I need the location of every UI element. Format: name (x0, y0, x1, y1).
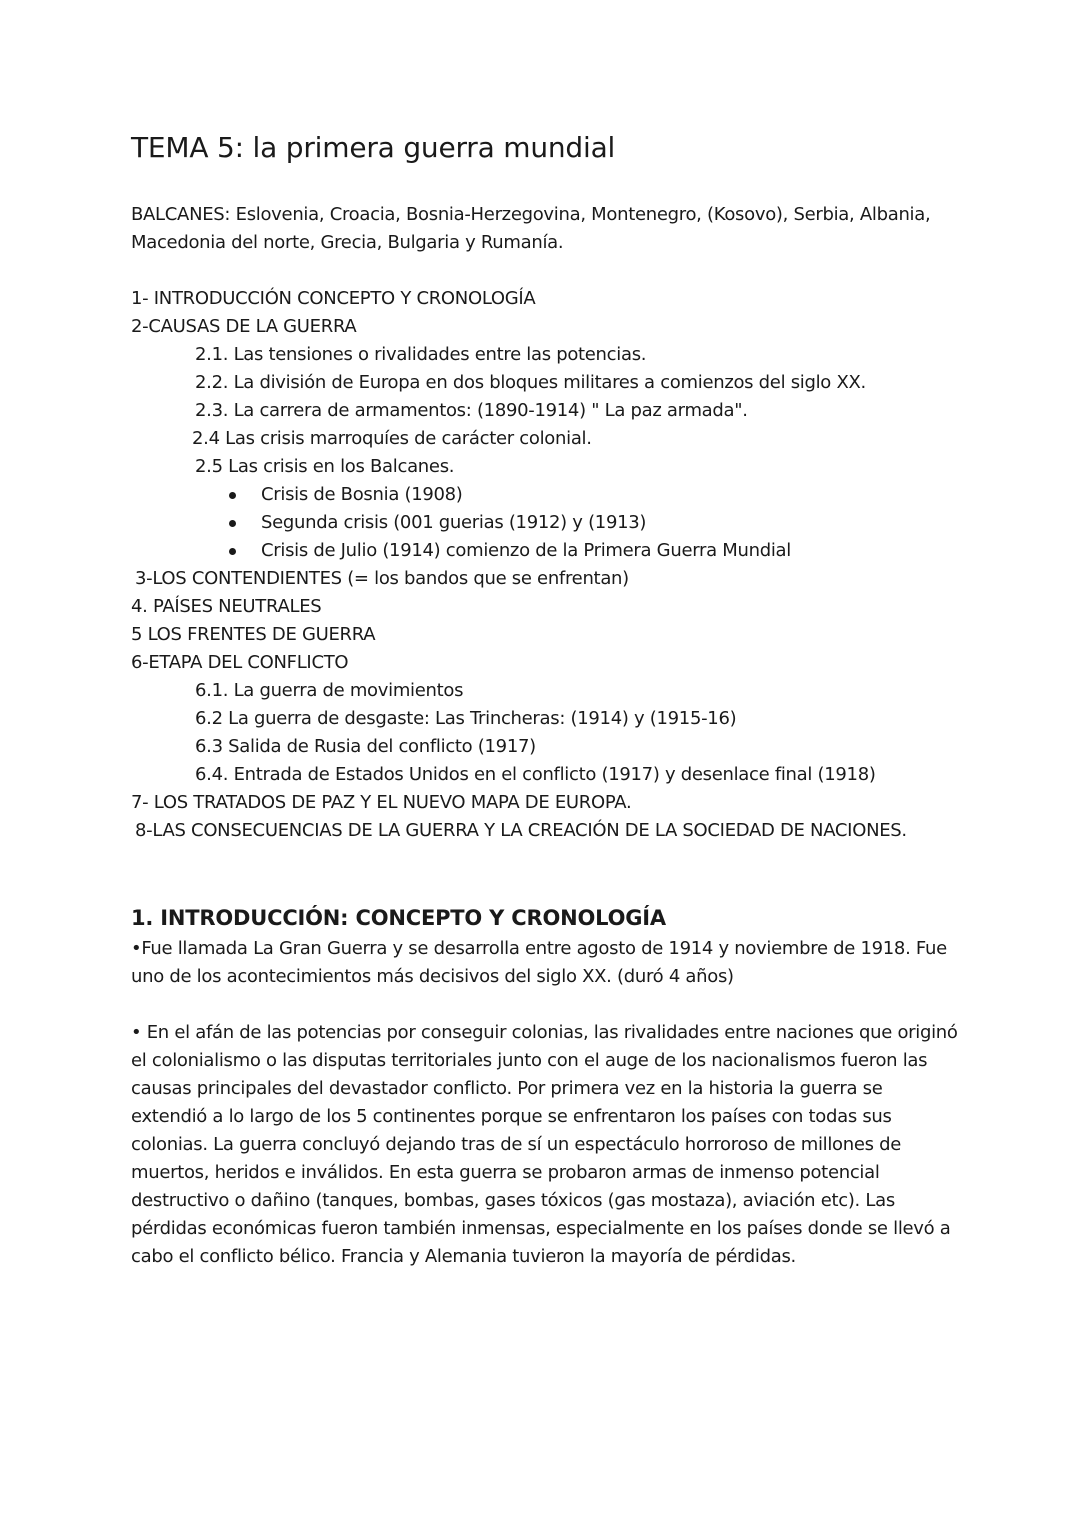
toc-item-2-1: 2.1. Las tensiones o rivalidades entre las potencias. (195, 344, 647, 365)
spacer (131, 257, 961, 285)
bullet-text: Crisis de Bosnia (1908) (261, 484, 463, 505)
toc-item-6-2: 6.2 La guerra de desgaste: Las Trincheras: (1914) y (1915-16) (195, 708, 737, 729)
balcanes-paragraph: BALCANES: Eslovenia, Croacia, Bosnia-Herzegovina, Montenegro, (Kosovo), Serbia, Albania, Macedonia del norte, Grecia, Bulgaria y Rumanía. (131, 204, 931, 253)
list-item (131, 537, 961, 565)
toc-item-2-4: 2.4 Las crisis marroquíes de carácter colonial. (192, 428, 592, 449)
list-item (131, 481, 961, 509)
section-1-paragraph-1: •Fue llamada La Gran Guerra y se desarrolla entre agosto de 1914 y noviembre de 1918. Fue uno de los acontecimientos más decisivos del siglo XX. (duró 4 años) (131, 938, 947, 987)
toc-item-5: 5 LOS FRENTES DE GUERRA (131, 624, 376, 645)
document-title: TEMA 5: la primera guerra mundial (131, 131, 616, 164)
toc-item-4: 4. PAÍSES NEUTRALES (131, 596, 322, 617)
bullet-icon (229, 548, 236, 555)
toc-item-1: 1- INTRODUCCIÓN CONCEPTO Y CRONOLOGÍA (131, 288, 536, 309)
spacer (131, 991, 961, 1019)
bullet-icon (229, 520, 236, 527)
toc-bullet-list (131, 481, 961, 565)
toc-item-2: 2-CAUSAS DE LA GUERRA (131, 316, 357, 337)
toc-item-6: 6-ETAPA DEL CONFLICTO (131, 652, 349, 673)
toc-item-3: 3-LOS CONTENDIENTES (= los bandos que se enfrentan) (135, 568, 629, 589)
toc-item-7: 7- LOS TRATADOS DE PAZ Y EL NUEVO MAPA DE EUROPA. (131, 792, 632, 813)
section-1-heading: 1. INTRODUCCIÓN: CONCEPTO Y CRONOLOGÍA (131, 906, 666, 930)
toc-item-6-3: 6.3 Salida de Rusia del conflicto (1917) (195, 736, 536, 757)
toc-item-2-5: 2.5 Las crisis en los Balcanes. (195, 456, 455, 477)
toc-item-2-2: 2.2. La división de Europa en dos bloques militares a comienzos del siglo XX. (195, 372, 866, 393)
document-page (131, 128, 961, 1271)
spacer (131, 845, 961, 901)
bullet-icon (229, 492, 236, 499)
bullet-text: Crisis de Julio (1914) comienzo de la Primera Guerra Mundial (261, 540, 791, 561)
section-1-paragraph-2: • En el afán de las potencias por conseguir colonias, las rivalidades entre naciones que originó el colonialismo o las disputas territoriales junto con el auge de los nacionalismos fueron las causas principales del devastador conflicto. Por primera vez en la historia la guerra se extendió a lo largo de los 5 continentes porque se enfrentaron los países con todas sus colonias. La guerra concluyó dejando tras de sí un espectáculo horroroso de millones de muertos, heridos e inválidos. En esta guerra se probaron armas de inmenso potencial destructivo o dañino (tanques, bombas, gases tóxicos (gas mostaza), aviación etc). Las pérdidas económicas fueron también inmensas, especialmente en los países donde se llevó a cabo el conflicto bélico. Francia y Alemania tuvieron la mayoría de pérdidas. (131, 1022, 958, 1267)
bullet-text: Segunda crisis (001 guerias (1912) y (1913) (261, 512, 647, 533)
list-item (131, 509, 961, 537)
table-of-contents (131, 285, 961, 845)
toc-item-8: 8-LAS CONSECUENCIAS DE LA GUERRA Y LA CREACIÓN DE LA SOCIEDAD DE NACIONES. (135, 820, 907, 841)
toc-item-6-1: 6.1. La guerra de movimientos (195, 680, 464, 701)
toc-item-2-3: 2.3. La carrera de armamentos: (1890-1914) " La paz armada". (195, 400, 748, 421)
toc-item-6-4: 6.4. Entrada de Estados Unidos en el conflicto (1917) y desenlace final (1918) (195, 764, 876, 785)
